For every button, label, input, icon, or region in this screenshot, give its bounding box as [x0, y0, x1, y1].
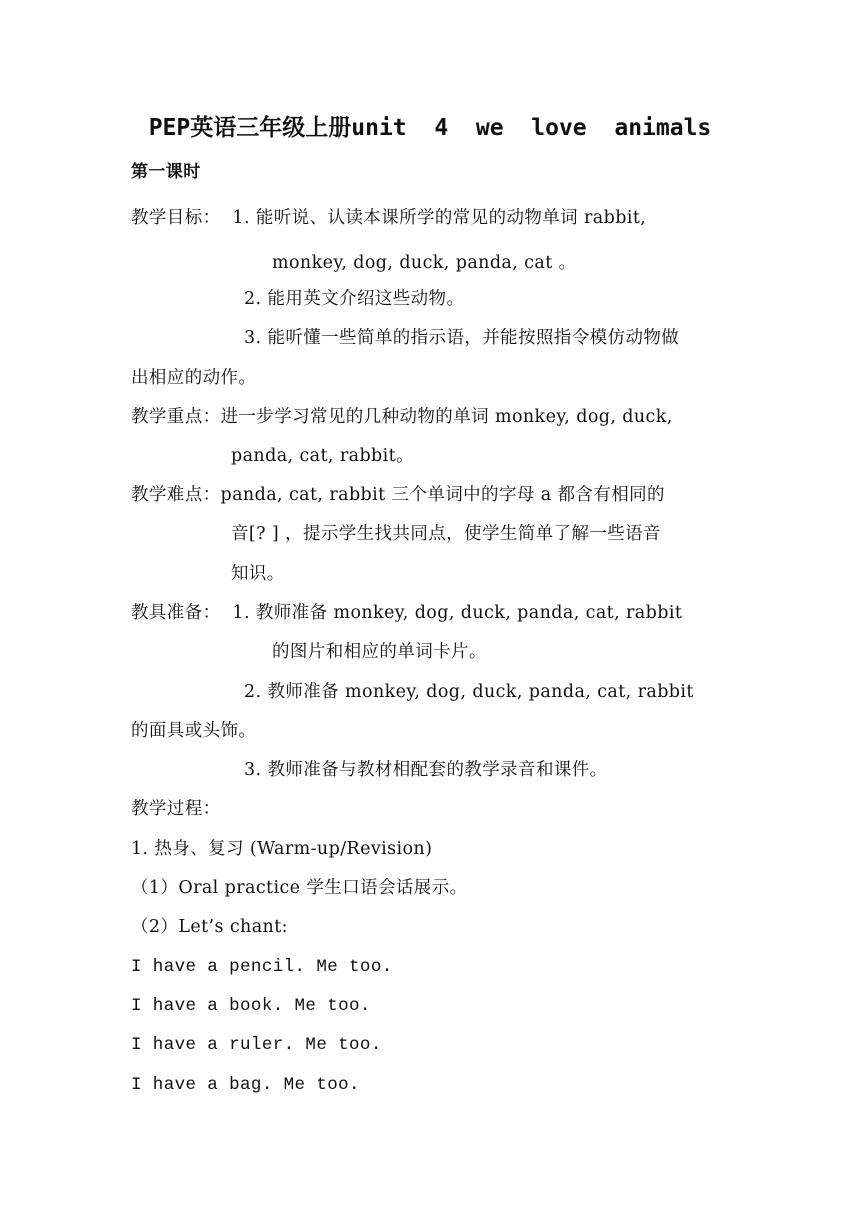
text-line: 教学难点：panda, cat, rabbit 三个单词中的字母 a 都含有相同的: [131, 485, 665, 505]
text-line: 的面具或头饰。: [131, 721, 257, 741]
text-line: 教学过程：: [131, 799, 221, 819]
text-line: （2）Let’s chant:: [131, 917, 288, 937]
text-line: 3. 能听懂一些简单的指示语，并能按照指令模仿动物做: [244, 328, 680, 348]
text-line: 教具准备： 1. 教师准备 monkey, dog, duck, panda, cat, rabbit: [131, 603, 683, 623]
text-line: I have a ruler. Me too.: [131, 1035, 382, 1055]
text-line: I have a pencil. Me too.: [131, 957, 393, 977]
text-line: I have a book. Me too.: [131, 996, 371, 1016]
text-line: 教学重点：进一步学习常见的几种动物的单词 monkey, dog, duck,: [131, 407, 673, 427]
text-line: 2. 能用英文介绍这些动物。: [244, 289, 465, 309]
text-line: 音[? ] ，提示学生找共同点，使学生简单了解一些语音: [231, 524, 661, 544]
text-line: 2. 教师准备 monkey, dog, duck, panda, cat, rabbit: [244, 682, 694, 702]
text-line: 3. 教师准备与教材相配套的教学录音和课件。: [244, 760, 608, 780]
lesson-subtitle: 第一课时: [131, 162, 201, 182]
text-line: 教学目标： 1. 能听说、认读本课所学的常见的动物单词 rabbit,: [131, 208, 647, 228]
text-line: panda, cat, rabbit。: [231, 446, 414, 466]
text-line: 1. 热身、复习 (Warm-up/Revision): [131, 839, 433, 859]
text-line: monkey, dog, duck, panda, cat 。: [272, 253, 577, 273]
document-title: PEP英语三年级上册unit 4 we love animals: [148, 115, 712, 141]
text-line: 出相应的动作。: [131, 368, 257, 388]
text-line: 的图片和相应的单词卡片。: [272, 642, 487, 662]
text-line: （1）Oral practice 学生口语会话展示。: [131, 878, 468, 898]
text-line: I have a bag. Me too.: [131, 1075, 360, 1095]
text-line: 知识。: [231, 564, 285, 584]
